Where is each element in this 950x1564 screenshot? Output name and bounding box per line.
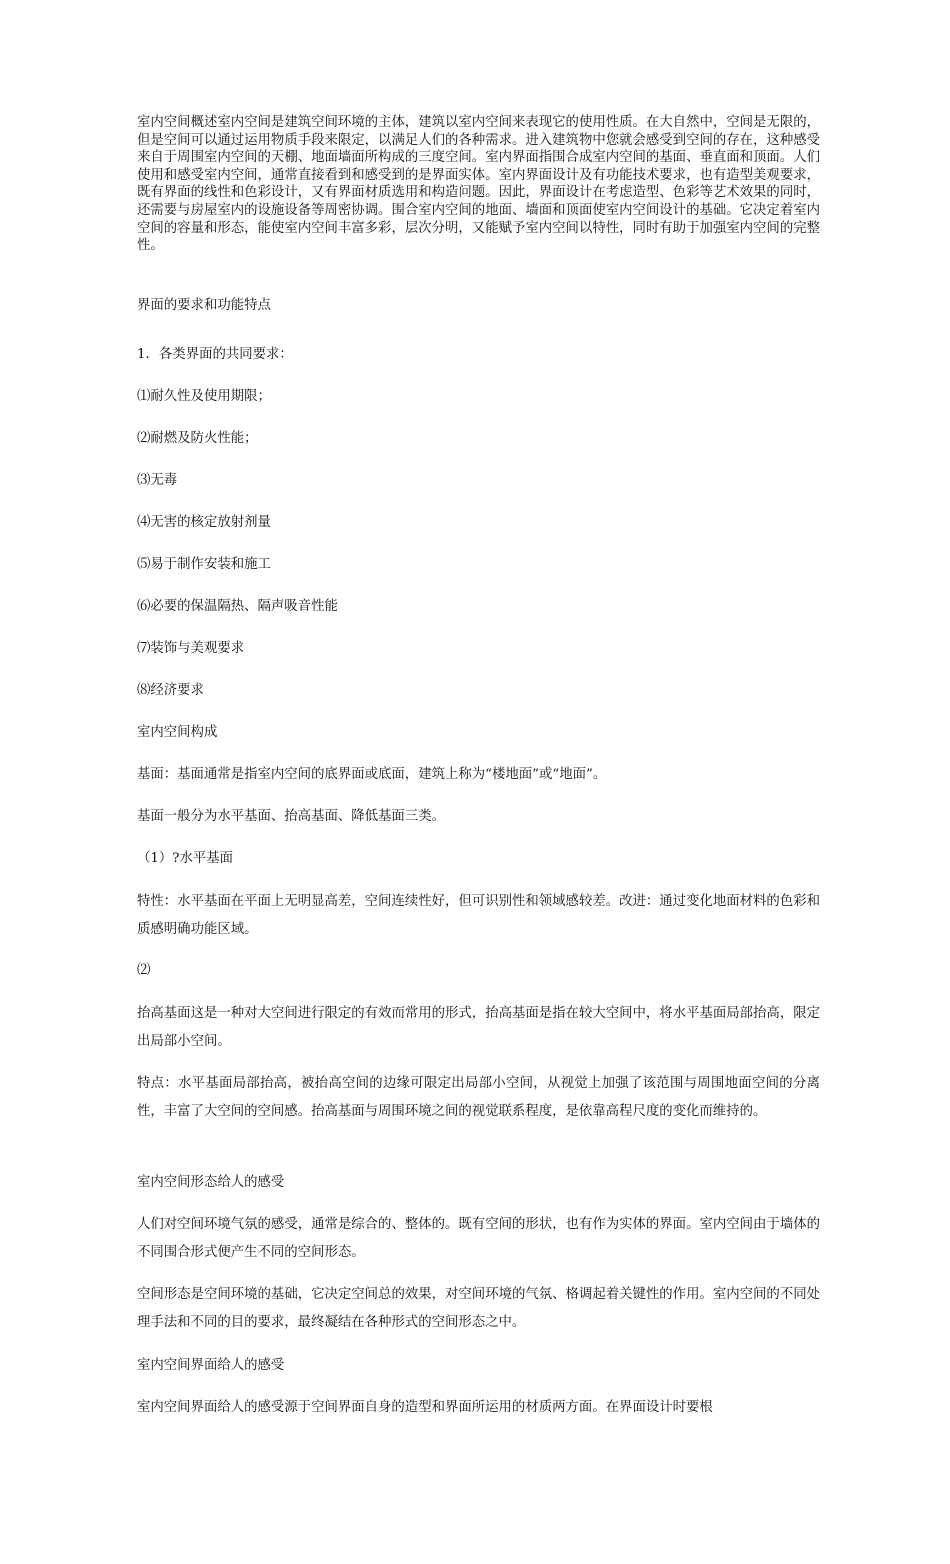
raised-base-desc: 抬高基面这是一种对大空间进行限定的有效而常用的形式，抬高基面是指在较大空间中，将水平基面局部抬高，限定出局部小空间。	[137, 1006, 820, 1049]
heading-requirements: 界面的要求和功能特点	[137, 298, 271, 313]
heading-composition: 室内空间构成	[137, 725, 218, 740]
requirement-item-2: ⑵耐燃及防火性能；	[137, 431, 258, 446]
requirement-item-6: ⑹必要的保温隔热、隔声吸音性能	[137, 599, 338, 614]
form-feeling-paragraph-1: 人们对空间环境气氛的感受，通常是综合的、整体的。既有空间的形状，也有作为实体的界面。室内空间由于墙体的不同围合形式便产生不同的空间形态。	[137, 1217, 820, 1260]
requirement-item-3: ⑶无毒	[137, 473, 178, 488]
requirement-item-5: ⑸易于制作安装和施工	[137, 557, 271, 572]
horizontal-base-desc: 特性：水平基面在平面上无明显高差，空间连续性好，但可识别性和领域感较差。改进：通过变化地面材料的色彩和质感明确功能区域。	[137, 894, 820, 937]
form-feeling-paragraph-2: 空间形态是空间环境的基础，它决定空间总的效果，对空间环境的气氛、格调起着关键性的作用。室内空间的不同处理手法和不同的目的要求，最终凝结在各种形式的空间形态之中。	[137, 1287, 820, 1330]
base-definition: 基面：基面通常是指室内空间的底界面或底面，建筑上称为“楼地面”或“地面”。	[137, 767, 607, 782]
base-types: 基面一般分为水平基面、抬高基面、降低基面三类。	[137, 809, 445, 824]
requirement-item-4: ⑷无害的核定放射剂量	[137, 515, 271, 530]
horizontal-base-title: （1）?水平基面	[137, 851, 234, 866]
requirement-item-7: ⑺装饰与美观要求	[137, 641, 245, 656]
common-requirements-title: 1．各类界面的共同要求：	[137, 347, 293, 362]
interface-feeling-paragraph: 室内空间界面给人的感受源于空间界面自身的造型和界面所运用的材质两方面。在界面设计时要根	[137, 1400, 713, 1415]
heading-form-feeling: 室内空间形态给人的感受	[137, 1175, 285, 1190]
requirement-item-8: ⑻经济要求	[137, 683, 204, 698]
raised-base-features: 特点：水平基面局部抬高，被抬高空间的边缘可限定出局部小空间，从视觉上加强了该范围与周围地面空间的分离性，丰富了大空间的空间感。抬高基面与周围环境之间的视觉联系程度，是依靠高程尺度的变化而维持的。	[137, 1076, 820, 1119]
requirement-item-1: ⑴耐久性及使用期限；	[137, 389, 271, 404]
item-2-marker: ⑵	[137, 963, 151, 978]
heading-interface-feeling: 室内空间界面给人的感受	[137, 1358, 285, 1373]
intro-paragraph: 室内空间概述室内空间是建筑空间环境的主体，建筑以室内空间来表现它的使用性质。在大自然中，空间是无限的，但是空间可以通过运用物质手段来限定，以满足人们的各种需求。进入建筑物中您就会感受到空间的存在，这种感受来自于周围室内空间的天棚、地面墙面所构成的三度空间。室内界面指围合成室内空间的基面、垂直面和顶面。人们使用和感受室内空间，通常直接看到和感受到的是界面实体。室内界面设计及有功能技术要求，也有造型美观要求，既有界面的线性和色彩设计，又有界面材质选用和构造问题。因此，界面设计在考虑造型、色彩等艺术效果的同时，还需要与房屋室内的设施设备等周密协调。围合室内空间的地面、墙面和顶面使室内空间设计的基础。它决定着室内空间的容量和形态，能使室内空间丰富多彩，层次分明，又能赋予室内空间以特性，同时有助于加强室内空间的完整性。	[137, 115, 820, 254]
